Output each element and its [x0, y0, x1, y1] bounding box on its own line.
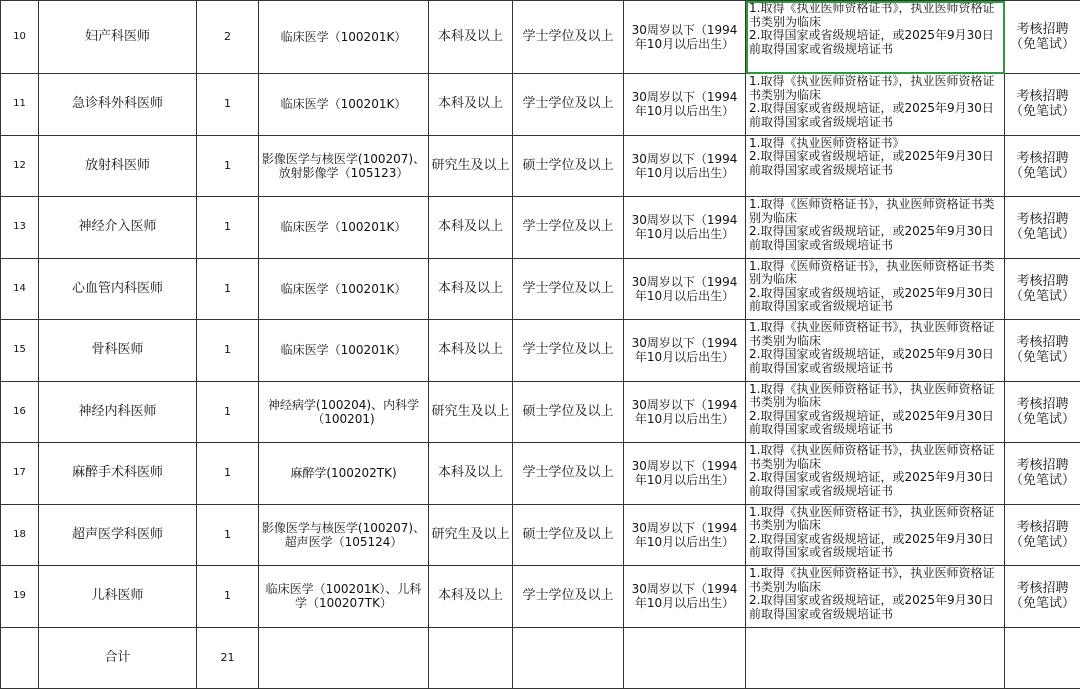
- recruitment-method-cell[interactable]: 考核招聘（免笔试）: [1005, 381, 1080, 443]
- degree-cell[interactable]: 学士学位及以上: [513, 1, 624, 74]
- degree-cell[interactable]: 学士学位及以上: [513, 74, 624, 136]
- conditions-cell[interactable]: 1.取得《执业医师资格证书》，执业医师资格证书类别为临床 2.取得国家或省级规培证，或2025年9月30日前取得国家或省级规培证书: [746, 320, 1005, 382]
- age-requirement-cell[interactable]: 30周岁以下（1994年10月以后出生）: [624, 381, 746, 443]
- empty-cell[interactable]: [429, 627, 513, 688]
- degree-cell[interactable]: 学士学位及以上: [513, 258, 624, 320]
- recruitment-method-cell[interactable]: 考核招聘（免笔试）: [1005, 566, 1080, 628]
- recruitment-method-cell[interactable]: 考核招聘（免笔试）: [1005, 74, 1080, 136]
- headcount-cell[interactable]: 1: [197, 74, 259, 136]
- age-requirement-cell[interactable]: 30周岁以下（1994年10月以后出生）: [624, 1, 746, 74]
- major-cell[interactable]: 神经病学(100204)、内科学（100201): [259, 381, 429, 443]
- table-row: [1, 381, 1080, 443]
- row-number-cell[interactable]: 19: [1, 566, 39, 628]
- conditions-cell[interactable]: 1.取得《医师资格证书》，执业医师资格证书类别为临床 2.取得国家或省级规培证，或2025年9月30日前取得国家或省级规培证书: [746, 258, 1005, 320]
- education-cell[interactable]: 本科及以上: [429, 74, 513, 136]
- table-row: [1, 135, 1080, 197]
- degree-cell[interactable]: 学士学位及以上: [513, 443, 624, 505]
- table-row: [1, 566, 1080, 628]
- education-cell[interactable]: 本科及以上: [429, 1, 513, 74]
- row-number-cell[interactable]: 10: [1, 1, 39, 74]
- row-number-cell[interactable]: 14: [1, 258, 39, 320]
- conditions-cell[interactable]: 1.取得《执业医师资格证书》，执业医师资格证书类别为临床 2.取得国家或省级规培证，或2025年9月30日前取得国家或省级规培证书: [746, 566, 1005, 628]
- empty-cell[interactable]: [1, 627, 39, 688]
- headcount-cell[interactable]: 1: [197, 197, 259, 259]
- headcount-cell[interactable]: 2: [197, 1, 259, 74]
- major-cell[interactable]: 临床医学（100201K）: [259, 320, 429, 382]
- row-number-cell[interactable]: 17: [1, 443, 39, 505]
- education-cell[interactable]: 研究生及以上: [429, 504, 513, 566]
- total-row: [1, 627, 1080, 688]
- empty-cell[interactable]: [513, 627, 624, 688]
- conditions-cell[interactable]: 1.取得《执业医师资格证书》 2.取得国家或省级规培证，或2025年9月30日前取得国家或省级规培证书: [746, 135, 1005, 197]
- position-name-cell[interactable]: 超声医学科医师: [39, 504, 197, 566]
- position-name-cell[interactable]: 心血管内科医师: [39, 258, 197, 320]
- degree-cell[interactable]: 硕士学位及以上: [513, 135, 624, 197]
- education-cell[interactable]: 研究生及以上: [429, 381, 513, 443]
- age-requirement-cell[interactable]: 30周岁以下（1994年10月以后出生）: [624, 135, 746, 197]
- age-requirement-cell[interactable]: 30周岁以下（1994年10月以后出生）: [624, 504, 746, 566]
- education-cell[interactable]: 本科及以上: [429, 258, 513, 320]
- position-name-cell[interactable]: 麻醉手术科医师: [39, 443, 197, 505]
- table-row: [1, 197, 1080, 259]
- table-body: [1, 1, 1080, 689]
- major-cell[interactable]: 麻醉学(100202TK): [259, 443, 429, 505]
- empty-cell[interactable]: [259, 627, 429, 688]
- recruitment-method-cell[interactable]: 考核招聘（免笔试）: [1005, 1, 1080, 74]
- position-name-cell[interactable]: 妇产科医师: [39, 1, 197, 74]
- headcount-cell[interactable]: 1: [197, 443, 259, 505]
- position-name-cell[interactable]: 神经内科医师: [39, 381, 197, 443]
- education-cell[interactable]: 本科及以上: [429, 320, 513, 382]
- conditions-cell[interactable]: 1.取得《医师资格证书》，执业医师资格证书类别为临床 2.取得国家或省级规培证，或2025年9月30日前取得国家或省级规培证书: [746, 197, 1005, 259]
- education-cell[interactable]: 本科及以上: [429, 197, 513, 259]
- position-name-cell[interactable]: 放射科医师: [39, 135, 197, 197]
- major-cell[interactable]: 临床医学（100201K）、儿科学（100207TK）: [259, 566, 429, 628]
- degree-cell[interactable]: 硕士学位及以上: [513, 504, 624, 566]
- conditions-cell[interactable]: 1.取得《执业医师资格证书》，执业医师资格证书类别为临床 2.取得国家或省级规培证，或2025年9月30日前取得国家或省级规培证书: [746, 504, 1005, 566]
- education-cell[interactable]: 本科及以上: [429, 566, 513, 628]
- table-row: [1, 1, 1080, 74]
- position-name-cell[interactable]: 急诊科外科医师: [39, 74, 197, 136]
- age-requirement-cell[interactable]: 30周岁以下（1994年10月以后出生）: [624, 258, 746, 320]
- empty-cell[interactable]: [1005, 627, 1080, 688]
- major-cell[interactable]: 临床医学（100201K）: [259, 258, 429, 320]
- row-number-cell[interactable]: 16: [1, 381, 39, 443]
- degree-cell[interactable]: 学士学位及以上: [513, 197, 624, 259]
- headcount-cell[interactable]: 1: [197, 381, 259, 443]
- row-number-cell[interactable]: 15: [1, 320, 39, 382]
- age-requirement-cell[interactable]: 30周岁以下（1994年10月以后出生）: [624, 74, 746, 136]
- table-row: [1, 504, 1080, 566]
- row-number-cell[interactable]: 12: [1, 135, 39, 197]
- headcount-cell[interactable]: 1: [197, 320, 259, 382]
- table-row: [1, 258, 1080, 320]
- recruitment-method-cell[interactable]: 考核招聘（免笔试）: [1005, 258, 1080, 320]
- age-requirement-cell[interactable]: 30周岁以下（1994年10月以后出生）: [624, 320, 746, 382]
- position-name-cell[interactable]: 神经介入医师: [39, 197, 197, 259]
- row-number-cell[interactable]: 13: [1, 197, 39, 259]
- conditions-cell[interactable]: 1.取得《执业医师资格证书》，执业医师资格证书类别为临床 2.取得国家或省级规培证，或2025年9月30日前取得国家或省级规培证书: [746, 1, 1005, 74]
- recruitment-method-cell[interactable]: 考核招聘（免笔试）: [1005, 135, 1080, 197]
- recruitment-method-cell[interactable]: 考核招聘（免笔试）: [1005, 504, 1080, 566]
- major-cell[interactable]: 临床医学（100201K）: [259, 197, 429, 259]
- recruitment-method-cell[interactable]: 考核招聘（免笔试）: [1005, 320, 1080, 382]
- major-cell[interactable]: 影像医学与核医学(100207)、超声医学（105124）: [259, 504, 429, 566]
- headcount-cell[interactable]: 1: [197, 135, 259, 197]
- degree-cell[interactable]: 硕士学位及以上: [513, 381, 624, 443]
- total-count-cell[interactable]: 21: [197, 627, 259, 688]
- age-requirement-cell[interactable]: 30周岁以下（1994年10月以后出生）: [624, 443, 746, 505]
- row-number-cell[interactable]: 18: [1, 504, 39, 566]
- headcount-cell[interactable]: 1: [197, 504, 259, 566]
- table-row: [1, 443, 1080, 505]
- total-label-cell[interactable]: 合计: [39, 627, 197, 688]
- education-cell[interactable]: 研究生及以上: [429, 135, 513, 197]
- age-requirement-cell[interactable]: 30周岁以下（1994年10月以后出生）: [624, 566, 746, 628]
- row-number-cell[interactable]: 11: [1, 74, 39, 136]
- education-cell[interactable]: 本科及以上: [429, 443, 513, 505]
- position-name-cell[interactable]: 骨科医师: [39, 320, 197, 382]
- headcount-cell[interactable]: 1: [197, 258, 259, 320]
- empty-cell[interactable]: [746, 627, 1005, 688]
- table-row: [1, 320, 1080, 382]
- recruitment-method-cell[interactable]: 考核招聘（免笔试）: [1005, 197, 1080, 259]
- table-row: [1, 74, 1080, 136]
- headcount-cell[interactable]: 1: [197, 566, 259, 628]
- degree-cell[interactable]: 学士学位及以上: [513, 320, 624, 382]
- conditions-cell[interactable]: 1.取得《执业医师资格证书》，执业医师资格证书类别为临床 2.取得国家或省级规培证，或2025年9月30日前取得国家或省级规培证书: [746, 381, 1005, 443]
- position-name-cell[interactable]: 儿科医师: [39, 566, 197, 628]
- age-requirement-cell[interactable]: 30周岁以下（1994年10月以后出生）: [624, 197, 746, 259]
- conditions-cell[interactable]: 1.取得《执业医师资格证书》，执业医师资格证书类别为临床 2.取得国家或省级规培证，或2025年9月30日前取得国家或省级规培证书: [746, 443, 1005, 505]
- major-cell[interactable]: 影像医学与核医学(100207)、放射影像学（105123）: [259, 135, 429, 197]
- recruitment-method-cell[interactable]: 考核招聘（免笔试）: [1005, 443, 1080, 505]
- major-cell[interactable]: 临床医学（100201K）: [259, 1, 429, 74]
- degree-cell[interactable]: 学士学位及以上: [513, 566, 624, 628]
- major-cell[interactable]: 临床医学（100201K）: [259, 74, 429, 136]
- conditions-cell[interactable]: 1.取得《执业医师资格证书》，执业医师资格证书类别为临床 2.取得国家或省级规培证，或2025年9月30日前取得国家或省级规培证书: [746, 74, 1005, 136]
- empty-cell[interactable]: [624, 627, 746, 688]
